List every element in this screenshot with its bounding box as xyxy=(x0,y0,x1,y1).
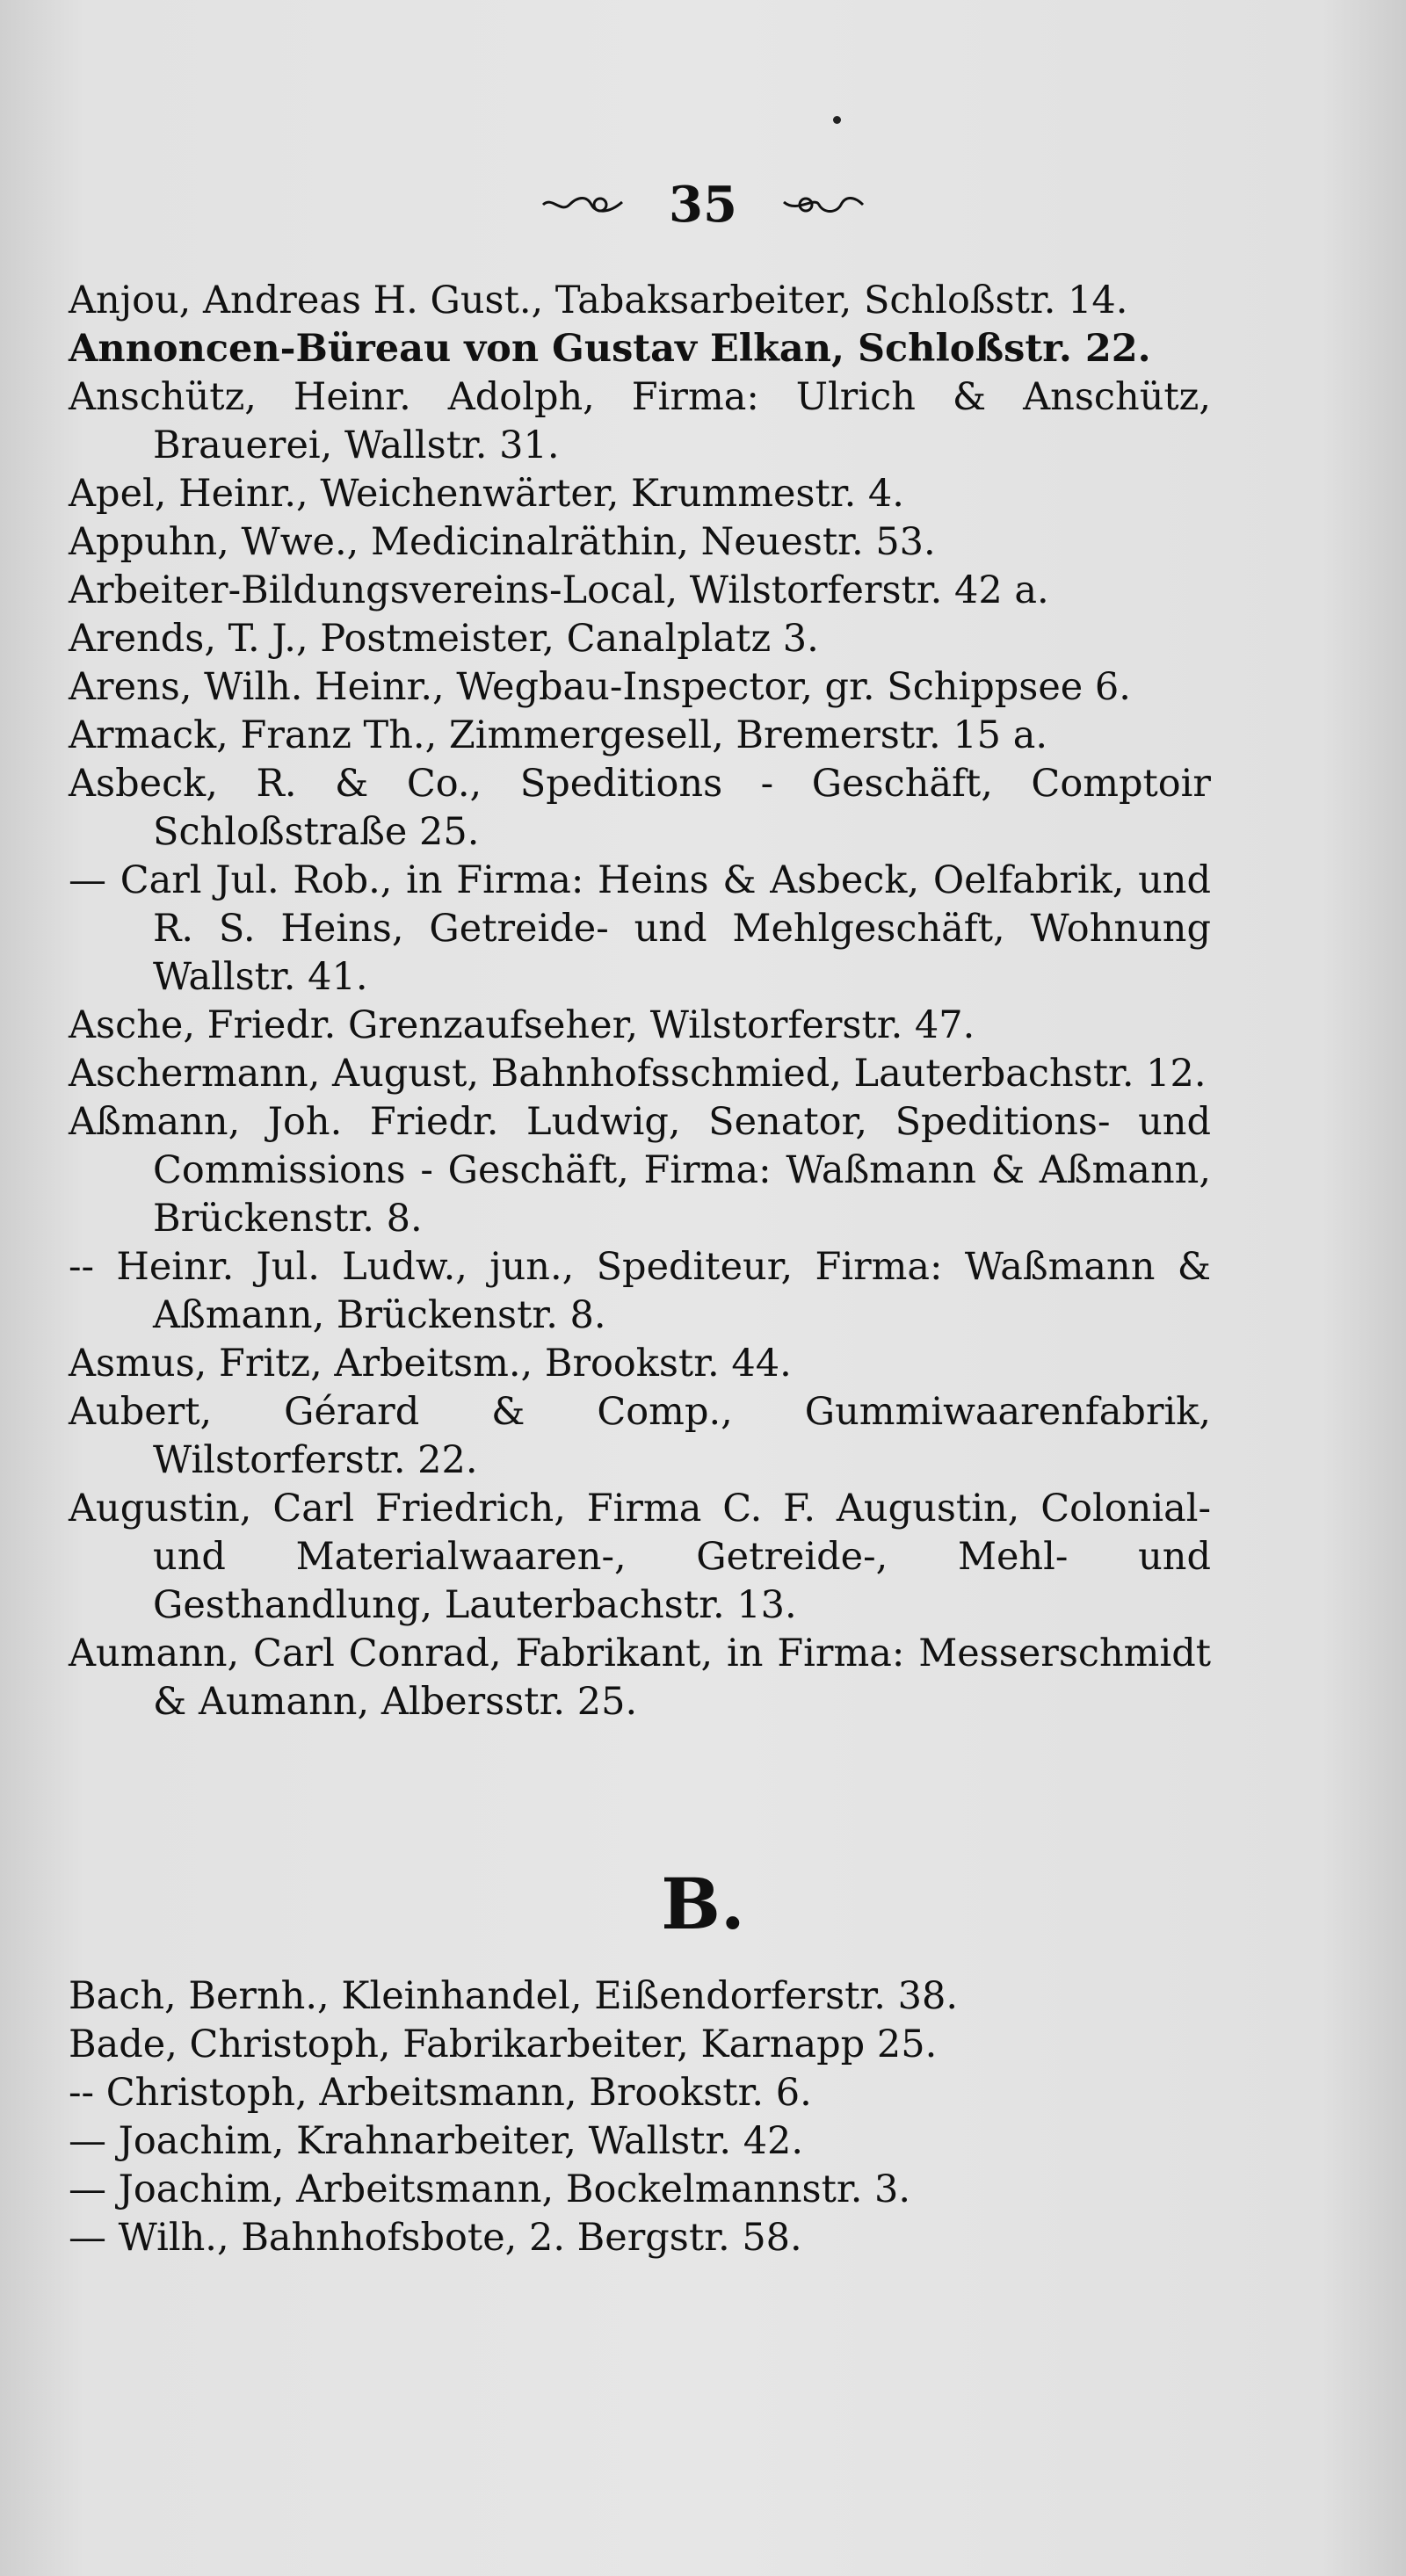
list-item: Arens, Wilh. Heinr., Wegbau-Inspector, gr. Schippsee 6. xyxy=(69,665,1131,709)
ornament-left-icon xyxy=(539,192,627,218)
list-item: — Wilh., Bahnhofsbote, 2. Bergstr. 58. xyxy=(69,2216,802,2260)
list-item: Aubert, Gérard & Comp., Gummiwaarenfabrik, Wilstorferstr. 22. xyxy=(69,1390,1211,1482)
list-item: Bach, Bernh., Kleinhandel, Eißendorferstr. 38. xyxy=(69,1974,958,2018)
list-item: Armack, Franz Th., Zimmergesell, Bremerstr. 15 a. xyxy=(69,713,1048,757)
list-item: Bade, Christoph, Fabrikarbeiter, Karnapp 25. xyxy=(69,2022,938,2066)
list-item: Asmus, Fritz, Arbeitsm., Brookstr. 44. xyxy=(69,1342,792,1386)
list-item: -- Christoph, Arbeitsmann, Brookstr. 6. xyxy=(69,2071,812,2115)
list-item: — Joachim, Arbeitsmann, Bockelmannstr. 3. xyxy=(69,2167,911,2211)
list-item: Apel, Heinr., Weichenwärter, Krummestr. 4. xyxy=(69,472,904,516)
ink-dot xyxy=(833,116,841,124)
ornament-right-icon xyxy=(779,192,867,218)
list-item: Annoncen-Büreau von Gustav Elkan, Schloßstr. 22. xyxy=(69,327,1151,371)
list-item: Augustin, Carl Friedrich, Firma C. F. Augustin, Colonial- und Materialwaaren-, Getreide-, Mehl- und Gesthandlung, Lauterbachstr. 13. xyxy=(69,1487,1211,1627)
page-number: 35 xyxy=(669,176,737,234)
list-item: Aumann, Carl Conrad, Fabrikant, in Firma: Messerschmidt & Aumann, Albersstr. 25. xyxy=(69,1632,1211,1724)
list-item: Asbeck, R. & Co., Speditions - Geschäft, Comptoir Schloßstraße 25. xyxy=(69,762,1211,854)
list-item: Appuhn, Wwe., Medicinalräthin, Neuestr. 53. xyxy=(69,520,936,564)
list-item: Aßmann, Joh. Friedr. Ludwig, Senator, Speditions- und Commissions - Geschäft, Firma: Waßmann & Aßmann, Brückenstr. 8. xyxy=(69,1100,1211,1241)
list-item: Aschermann, August, Bahnhofsschmied, Lauterbachstr. 12. xyxy=(69,1052,1207,1096)
section-heading-b: B. xyxy=(661,1863,745,1945)
list-item: — Joachim, Krahnarbeiter, Wallstr. 42. xyxy=(69,2119,804,2163)
list-item: Arbeiter-Bildungsvereins-Local, Wilstorferstr. 42 a. xyxy=(69,568,1049,612)
list-item: Asche, Friedr. Grenzaufseher, Wilstorferstr. 47. xyxy=(69,1003,975,1047)
page-header xyxy=(0,176,1406,234)
list-item: Anjou, Andreas H. Gust., Tabaksarbeiter, Schloßstr. 14. xyxy=(69,279,1128,322)
directory-list-b xyxy=(69,1972,1211,2262)
list-item: -- Heinr. Jul. Ludw., jun., Spediteur, Firma: Waßmann & Aßmann, Brückenstr. 8. xyxy=(69,1245,1211,1337)
list-item: Anschütz, Heinr. Adolph, Firma: Ulrich & Anschütz, Brauerei, Wallstr. 31. xyxy=(69,375,1211,467)
list-item: Arends, T. J., Postmeister, Canalplatz 3. xyxy=(69,617,819,661)
list-item: — Carl Jul. Rob., in Firma: Heins & Asbeck, Oelfabrik, und R. S. Heins, Getreide- und Mehlgeschäft, Wohnung Wallstr. 41. xyxy=(69,858,1211,999)
directory-list-a xyxy=(69,277,1211,1726)
